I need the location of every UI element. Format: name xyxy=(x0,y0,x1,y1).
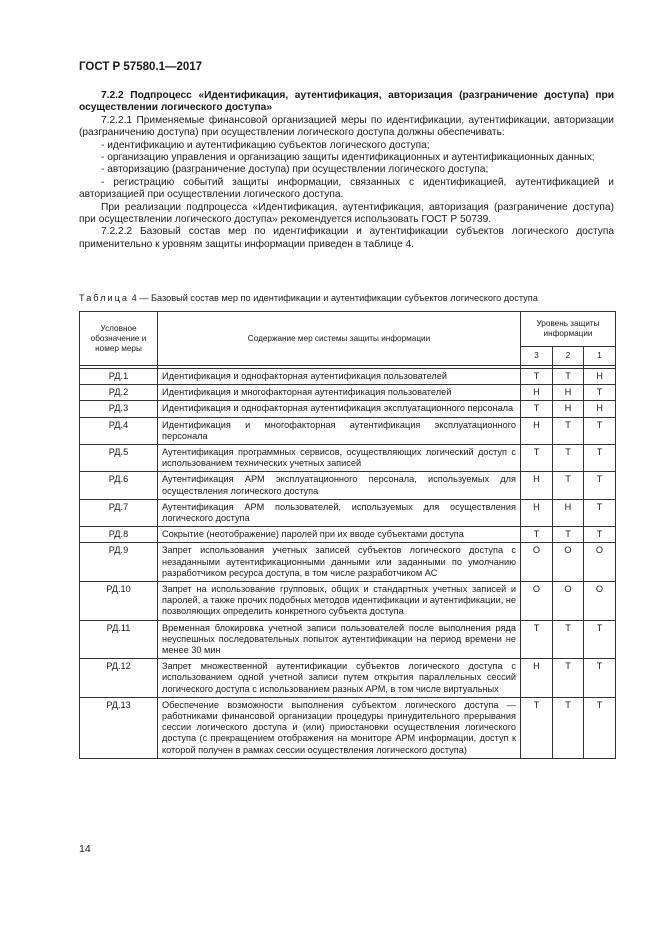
measure-description: Временная блокировка учетной записи пользователей после выполнения ряда неуспешных последовательных попыток аутентификации на период времени не менее 30 мин xyxy=(158,620,521,659)
bullet-item: - регистрацию событий защиты информации, связанных с идентификацией, аутентификацией и авторизацией при осуществлении логического доступа. xyxy=(79,176,614,201)
header-protection-level: Уровень защиты информации xyxy=(521,312,616,347)
measure-description: Идентификация и однофакторная аутентификация эксплуатационного персонала xyxy=(158,401,521,417)
level-1-value: Н xyxy=(584,369,616,385)
table-row xyxy=(80,697,616,758)
bullet-item: - идентификацию и аутентификацию субъектов логического доступа; xyxy=(101,139,430,151)
header-code: Условное обозначение и номер меры xyxy=(80,312,158,366)
level-1-value: Т xyxy=(584,472,616,499)
level-2-value: Н xyxy=(553,499,584,526)
table-row xyxy=(80,445,616,472)
measure-code: РД.13 xyxy=(80,697,158,758)
table-row xyxy=(80,472,616,499)
level-1-value: Н xyxy=(584,401,616,417)
level-2-value: О xyxy=(553,582,584,621)
level-2-value: Т xyxy=(553,369,584,385)
table-header-row xyxy=(80,312,616,347)
measure-code: РД.1 xyxy=(80,369,158,385)
level-3-value: Н xyxy=(521,472,553,499)
measure-description: Обеспечение возможности выполнения субъектом логического доступа — работниками финансовой организации процедуры принудительного прерывания сессии логического доступа и (или) приостановки осуществления логического доступа (с прекращением отображения на мониторе АРМ информации, доступ к которой получен в рамках сессии осуществления логического доступа) xyxy=(158,697,521,758)
level-3-value: Н xyxy=(521,659,553,698)
section-title: 7.2.2 Подпроцесс «Идентификация, аутентификация, авторизация (разграничение доступа) при осуществлении логического доступа» xyxy=(79,90,614,114)
level-2-value: Т xyxy=(553,620,584,659)
measure-description: Сокрытие (неотображение) паролей при их вводе субъектами доступа xyxy=(158,527,521,543)
level-2-value: Т xyxy=(553,697,584,758)
level-2-value: О xyxy=(553,543,584,582)
level-2-value: Т xyxy=(553,472,584,499)
section-body xyxy=(79,90,614,251)
level-1-value: Т xyxy=(584,499,616,526)
level-1-value: Т xyxy=(584,659,616,698)
measure-code: РД.3 xyxy=(80,401,158,417)
level-1-value: Т xyxy=(584,697,616,758)
table-row xyxy=(80,499,616,526)
paragraph-7-2-2-1: 7.2.2.1 Применяемые финансовой организацией меры по идентификации, аутентификации, авторизации (разграничению доступа) при осуществлении логического доступа должны обеспечивать: xyxy=(79,114,614,139)
measure-code: РД.7 xyxy=(80,499,158,526)
level-1-value: О xyxy=(584,582,616,621)
measure-code: РД.11 xyxy=(80,620,158,659)
level-1-value: Т xyxy=(584,620,616,659)
measure-code: РД.12 xyxy=(80,659,158,698)
level-2-value: Т xyxy=(553,417,584,444)
level-3-value: Т xyxy=(521,369,553,385)
bullet-item: - авторизацию (разграничение доступа) при осуществлении логического доступа; xyxy=(101,164,489,176)
table-row xyxy=(80,543,616,582)
level-2-value: Т xyxy=(553,659,584,698)
measure-code: РД.5 xyxy=(80,445,158,472)
level-3-value: Т xyxy=(521,620,553,659)
table-row xyxy=(80,385,616,401)
level-3-value: Н xyxy=(521,417,553,444)
level-2-value: Н xyxy=(553,401,584,417)
measure-description: Идентификация и многофакторная аутентификация эксплуатационного персонала xyxy=(158,417,521,444)
page-number: 14 xyxy=(79,843,91,855)
measure-description: Запрет множественной аутентификации субъектов логического доступа с использованием одной учетной записи путем открытия параллельных сессий логического доступа с использованием разных АРМ, в том числе виртуальных xyxy=(158,659,521,698)
measure-code: РД.4 xyxy=(80,417,158,444)
level-3-value: Т xyxy=(521,445,553,472)
level-3-value: Н xyxy=(521,385,553,401)
document-header: ГОСТ Р 57580.1—2017 xyxy=(79,61,203,73)
level-3-value: Н xyxy=(521,499,553,526)
level-3-value: Т xyxy=(521,401,553,417)
table-row xyxy=(80,417,616,444)
measure-description: Аутентификация программных сервисов, осуществляющих логический доступ с использованием технических учетных записей xyxy=(158,445,521,472)
table-row xyxy=(80,659,616,698)
measure-description: Запрет использования учетных записей субъектов логического доступа с незаданными аутентификационными данными или заданными по умолчанию разработчиком ресурса доступа, в том числе разработчиком АС xyxy=(158,543,521,582)
level-1-value: Т xyxy=(584,527,616,543)
measure-code: РД.9 xyxy=(80,543,158,582)
bullet-item: - организацию управления и организацию защиты идентификационных и аутентификационных данных; xyxy=(101,152,595,164)
measure-code: РД.10 xyxy=(80,582,158,621)
level-3-value: Т xyxy=(521,697,553,758)
table-row xyxy=(80,369,616,385)
level-3-value: Т xyxy=(521,527,553,543)
measure-description: Запрет на использование групповых, общих и стандартных учетных записей и паролей, а также прочих подобных методов идентификации и аутентификации, не позволяющих определить конкретного субъекта доступа xyxy=(158,582,521,621)
measure-description: Аутентификация АРМ пользователей, используемых для осуществления логического доступа xyxy=(158,499,521,526)
table-row xyxy=(80,401,616,417)
table-row xyxy=(80,582,616,621)
table-row xyxy=(80,527,616,543)
table-caption xyxy=(79,293,538,303)
level-2-value: Т xyxy=(553,527,584,543)
measures-table xyxy=(79,311,616,759)
header-description: Содержание мер системы защиты информации xyxy=(158,312,521,366)
measure-description: Аутентификация АРМ эксплуатационного персонала, используемых для осуществления логического доступа xyxy=(158,472,521,499)
measure-code: РД.6 xyxy=(80,472,158,499)
level-1-value: Т xyxy=(584,417,616,444)
table-caption-label: Таблица xyxy=(79,293,130,303)
measure-code: РД.2 xyxy=(80,385,158,401)
measure-description: Идентификация и многофакторная аутентификация пользователей xyxy=(158,385,521,401)
header-level-1: 1 xyxy=(584,347,616,366)
level-2-value: Т xyxy=(553,445,584,472)
paragraph-7-2-2-2: 7.2.2.2 Базовый состав мер по идентификации и аутентификации субъектов логического доступа применительно к уровням защиты информации приведен в таблице 4. xyxy=(79,226,614,250)
paragraph-recommendation: При реализации подпроцесса «Идентификация, аутентификация, авторизация (разграничение доступа) при осуществлении логического доступа» рекомендуется использовать ГОСТ Р 50739. xyxy=(79,201,614,226)
header-level-2: 2 xyxy=(553,347,584,366)
table-row xyxy=(80,620,616,659)
level-1-value: О xyxy=(584,543,616,582)
level-1-value: Т xyxy=(584,385,616,401)
level-2-value: Н xyxy=(553,385,584,401)
measure-description: Идентификация и однофакторная аутентификация пользователей xyxy=(158,369,521,385)
table-caption-text: 4 — Базовый состав мер по идентификации и аутентификации субъектов логического доступа xyxy=(131,293,538,303)
level-3-value: О xyxy=(521,543,553,582)
level-3-value: О xyxy=(521,582,553,621)
measure-code: РД.8 xyxy=(80,527,158,543)
level-1-value: Т xyxy=(584,445,616,472)
header-level-3: 3 xyxy=(521,347,553,366)
